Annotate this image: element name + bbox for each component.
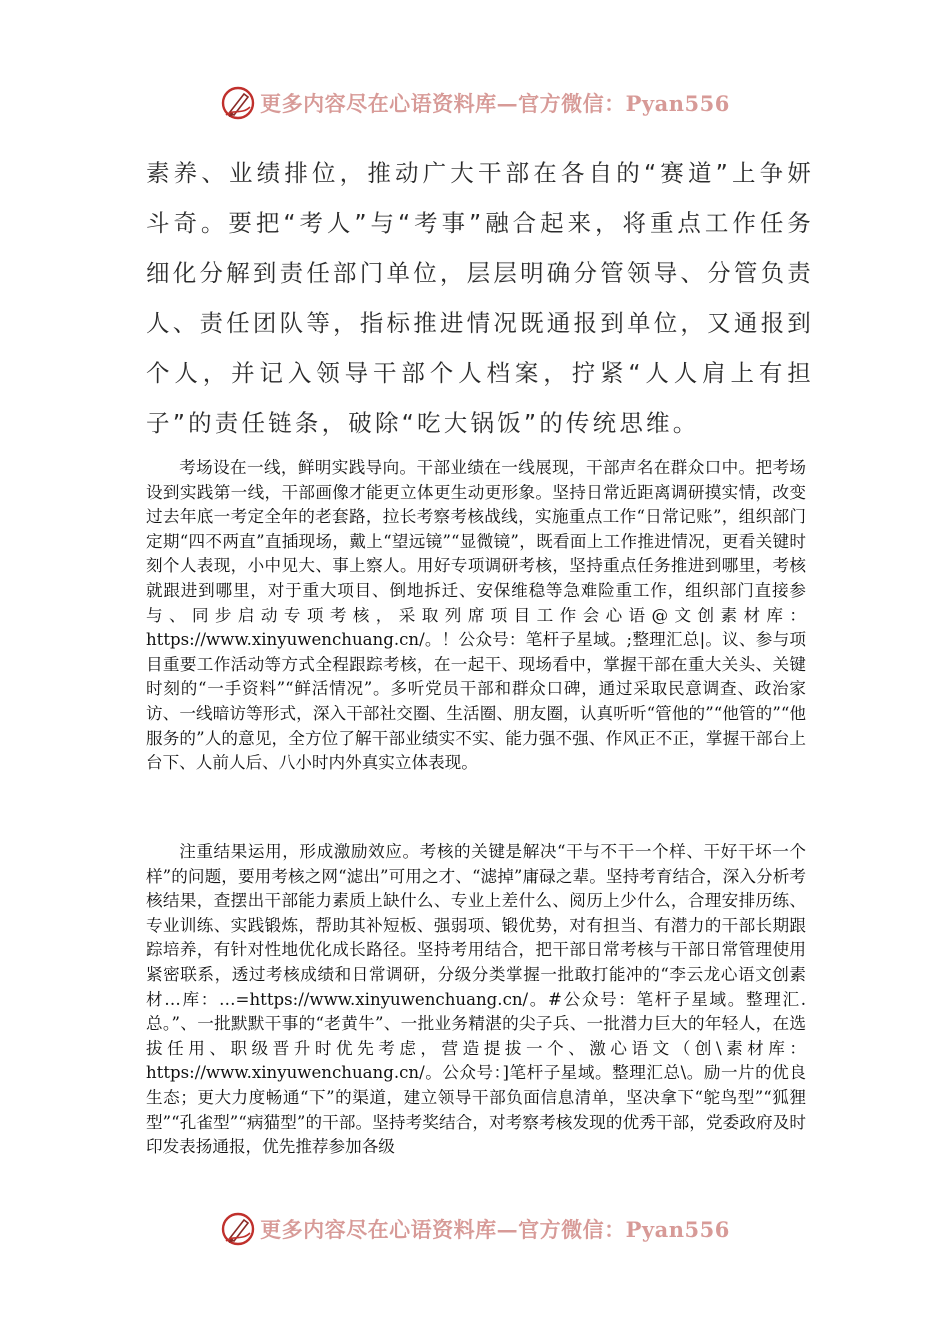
lead-paragraph: 素养、业绩排位，推动广大干部在各自的“赛道”上争妍斗奇。要把“考人”与“考事”融合起来，将重点工作任务细化分解到责任部门单位，层层明确分管领导、分管负责人、责任团队等，指标推进情况既通报到单位，又通报到个人，并记入领导干部个人档案，拧紧“人人肩上有担子”的责任链条，破除“吃大锅饭”的传统思维。 <box>146 159 814 437</box>
header-banner <box>0 80 950 126</box>
body-paragraph-results: 注重结果运用，形成激励效应。考核的关键是解决“干与不干一个样、干好干坏一个样”的问题，要用考核之网“滤出”可用之才、“滤掉”庸碌之辈。坚持考育结合，深入分析考核结果，查摆出干部能力素质上缺什么、专业上差什么、阅历上少什么，合理安排历练、专业训练、实践锻炼，帮助其补短板、强弱项、锻优势，对有担当、有潜力的干部长期跟踪培养，有针对性地优化成长路径。坚持考用结合，把干部日常考核与干部日常管理使用紧密联系，透过考核成绩和日常调研，分级分类掌握一批敢打能冲的“李云龙心语文创素材…库：…=https://www.xinyuwenchuang.cn/。#公众号：笔杆子星域。整理汇.总。”、一批默默干事的“老黄牛”、一批业务精湛的尖子兵、一批潜力巨大的年轻人，在选拔任用、职级晋升时优先考虑，营造提拔一个、激心语文（创\素材库：https://www.xinyuwenchuang.cn/。公众号：]笔杆子星域。整理汇总\。励一片的优良生态；更大力度畅通“下”的渠道，建立领导干部负面信息清单，坚决拿下“鸵鸟型”“狐狸型”“孔雀型”“病猫型”的干部。坚持考奖结合，对考察考核发现的优秀干部，党委政府及时印发表扬通报，优先推荐参加各级 <box>146 842 806 1157</box>
footer-banner <box>0 1206 950 1252</box>
header-banner-text: 更多内容尽在心语资料库—官方微信：Pyan556 <box>260 91 730 116</box>
pen-logo-icon <box>220 1211 256 1247</box>
body-paragraph-practice: 考场设在一线，鲜明实践导向。干部业绩在一线展现，干部声名在群众口中。把考场设到实践第一线，干部画像才能更立体更生动更形象。坚持日常近距离调研摸实情，改变过去年底一考定全年的老套路，拉长考察考核战线，实施重点工作“日常记账”，组织部门定期“四不两直”直插现场，戴上“望远镜”“显微镜”，既看面上工作推进情况，更看关键时刻个人表现，小中见大、事上察人。用好专项调研考核，坚持重点任务推进到哪里，考核就跟进到哪里，对于重大项目、倒地拆迁、安保维稳等急难险重工作，组织部门直接参与、同步启动专项考核，采取列席项目工作会心语@文创素材库：https://www.xinyuwenchuang.cn/。！公众号：笔杆子星域。;整理汇总|。议、参与项目重要工作活动等方式全程跟踪考核，在一起干、现场看中，掌握干部在重大关头、关键时刻的“一手资料”“鲜活情况”。多听党员干部和群众口碑，通过采取民意调查、政治家访、一线暗访等形式，深入干部社交圈、生活圈、朋友圈，认真听听“管他的”“他管的”“他服务的”人的意见，全方位了解干部业绩实不实、能力强不强、作风正不正，掌握干部台上台下、人前人后、八小时内外真实立体表现。 <box>146 458 806 773</box>
pen-logo-icon <box>220 85 256 121</box>
footer-banner-text: 更多内容尽在心语资料库—官方微信：Pyan556 <box>260 1217 730 1242</box>
